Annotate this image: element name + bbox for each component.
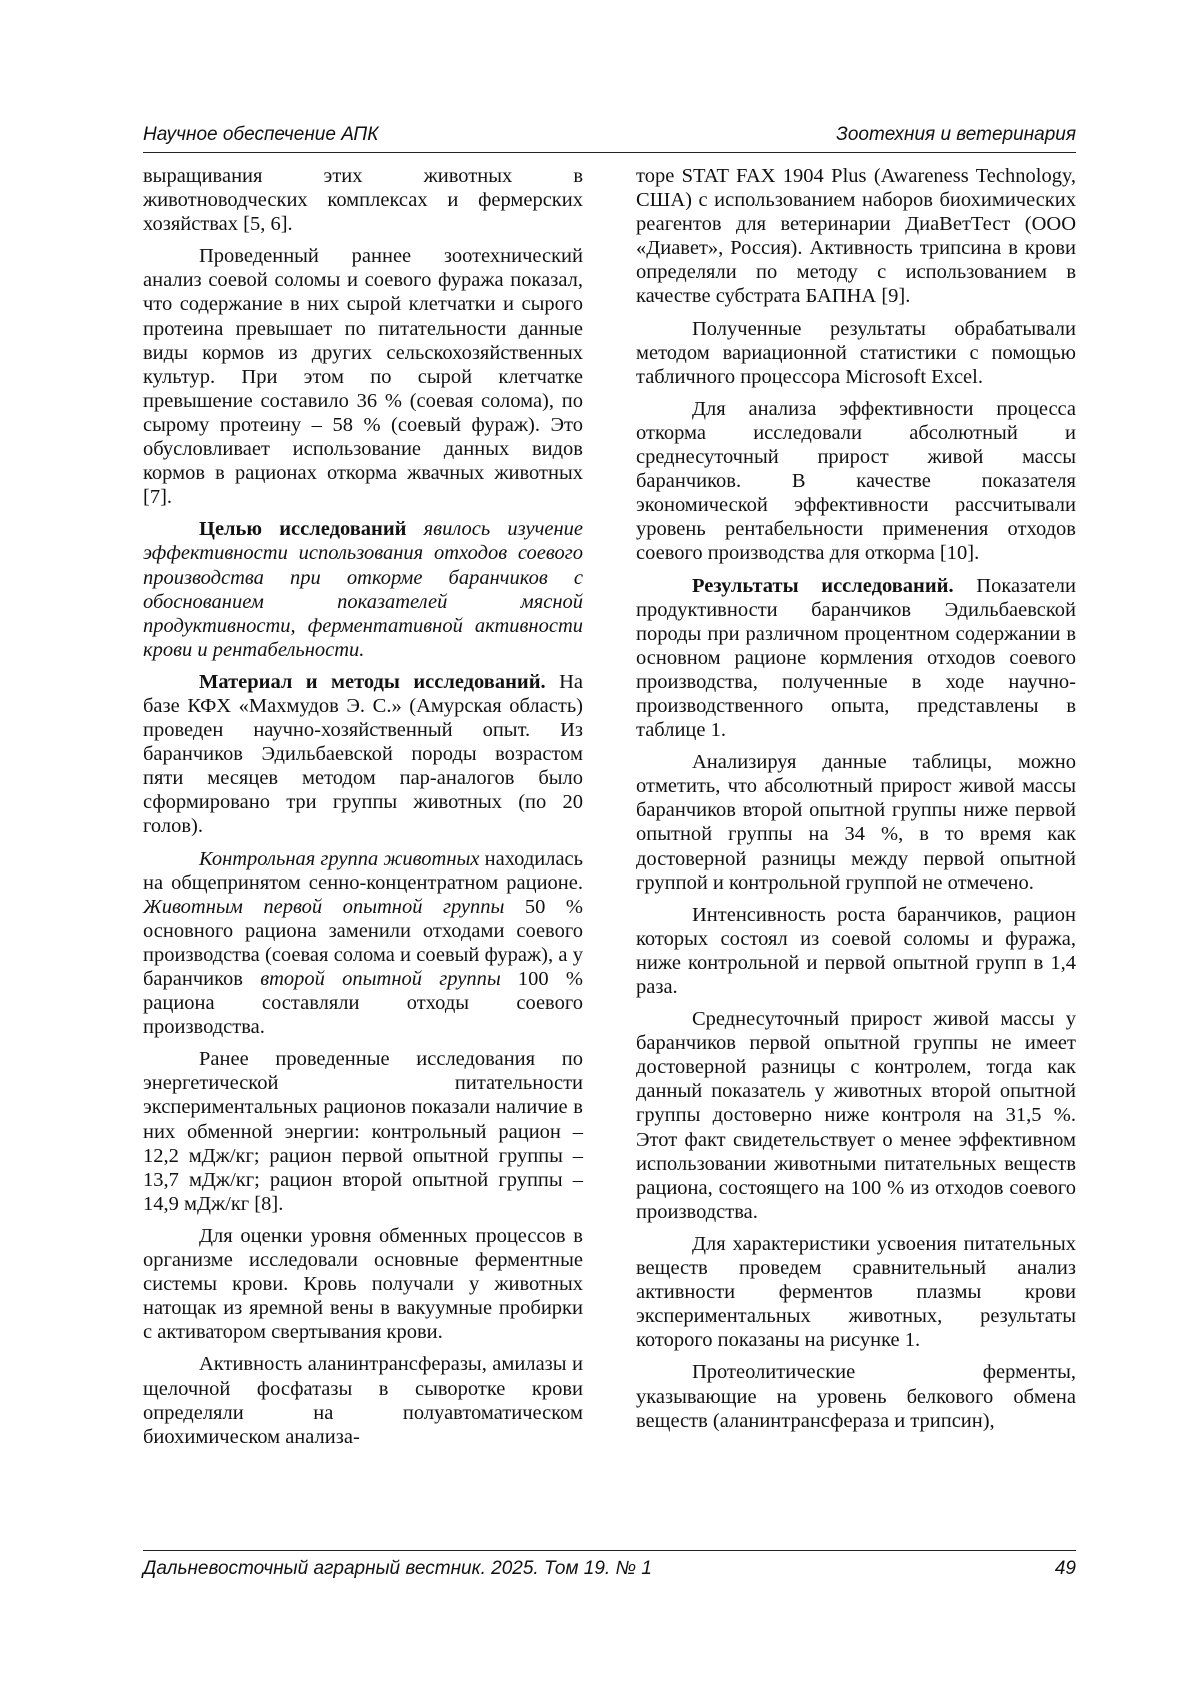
text-run: 50 % основного рациона заменили отходами соевого производства (соевая солома и соевый фураж), а у баранчиков [143,895,583,990]
paragraph: Интенсивность роста баранчиков, рацион которых состоял из соевой соломы и фуража, ниже контрольной и первой опытной групп в 1,4 раза. [636,903,1076,998]
paragraph: Для характеристики усвоения питательных веществ проведем сравнительный анализ активности ферментов плазмы крови экспериментальных животных, результаты которого показаны на рисунке 1. [636,1232,1076,1352]
aim-heading: Целью исследований [199,518,407,541]
aim-text: явилось изучение эффективности использования отходов соевого производства при откорме баранчиков с обоснованием показателей мясной продуктивности, ферментативной активности крови и рентабельности. [143,518,583,661]
methods-text: На базе КФХ «Махмудов Э. С.» (Амурская область) проведен научно-хозяйственный опыт. Из баранчиков Эдильбаевской породы возрастом пяти месяцев методом пар-аналогов было сформировано три группы животных (по 20 голов). [143,670,584,838]
running-header [143,124,1076,153]
text-run: 100 % рациона составляли отходы соевого производства. [143,968,583,1039]
control-group-term: Контрольная группа животных [199,847,480,870]
right-column [636,164,1076,1441]
header-rubric: Зоотехния и ветеринария [836,124,1076,145]
paragraph-results [636,574,1076,743]
paragraph: Для анализа эффективности процесса откорма исследовали абсолютный и среднесуточный прирост живой массы баранчиков. В качестве показателя экономической эффективности рассчитывали уровень рентабельности применения отходов соевого производства для откорма [10]. [636,397,1076,565]
footer-divider [143,1550,1076,1551]
page-number: 49 [1054,1558,1076,1579]
paragraph: Активность аланинтрансферазы, амилазы и щелочной фосфатазы в сыворотке крови определяли на полуавтоматическом биохимическом анализа- [143,1353,583,1448]
paragraph: Проведенный раннее зоотехнический анализ соевой соломы и соевого фуража показал, что содержание в них сырой клетчатки и сырого протеина превышает по питательности данные виды кормов из других сельскохозяйственных культур. При этом по сырой клетчатке превышение составило 36 % (соевая солома), по сырому протеину – 58 % (соевый фураж). Это обусловливает использование данных видов кормов в рационах откорма жвачных животных [7]. [143,245,583,509]
paragraph: Среднесуточный прирост живой массы у баранчиков первой опытной группы не имеет достоверной разницы с контролем, тогда как данный показатель у животных второй опытной группы достоверно ниже контроля на 31,5 %. Этот факт свидетельствует о менее эффективном использовании животными питательных веществ рациона, состоящего на 100 % из отходов соевого производства. [636,1008,1076,1223]
first-group-term: Животным первой опытной группы [143,895,505,918]
left-column [143,164,583,1457]
results-text: Показатели продуктивности баранчиков Эдильбаевской породы при различном процентном содержании в основном рационе кормления отходов соевого производства, полученные в ходе научно-производственного опыта, представлены в таблице 1. [636,574,1077,742]
paragraph: Ранее проведенные исследования по энергетической питательности экспериментальных рационов показали наличие в них обменной энергии: контрольный рацион – 12,2 мДж/кг; рацион первой опытной группы – 13,7 мДж/кг; рацион второй опытной группы – 14,9 мДж/кг [8]. [143,1048,583,1215]
running-footer [143,1558,1076,1586]
journal-citation: Дальневосточный аграрный вестник. 2025. Том 19. № 1 [143,1558,652,1579]
header-section-title: Научное обеспечение АПК [143,124,379,145]
paragraph: Для оценки уровня обменных процессов в организме исследовали основные ферментные системы крови. Кровь получали у животных натощак из яремной вены в вакуумные пробирки с активатором свертывания крови. [143,1224,583,1344]
second-group-term: второй опытной группы [260,968,501,990]
paragraph: торе STAT FAX 1904 Plus (Awareness Technology, США) с использованием наборов биохимических реагентов для ветеринарии ДиаВетТест (ООО «Диавет», Россия). Активность трипсина в крови определяли по методу с использованием в качестве субстрата БАПНА [9]. [636,165,1076,308]
paragraph: Анализируя данные таблицы, можно отметить, что абсолютный прирост живой массы баранчиков второй опытной группы ниже первой опытной группы на 34 %, в то время как достоверной разницы между первой опытной группой и контрольной группой не отмечено. [636,751,1076,894]
paragraph: Полученные результаты обрабатывали методом вариационной статистики с помощью табличного процессора Microsoft Excel. [636,317,1076,388]
paragraph-groups [143,847,583,1040]
results-heading: Результаты исследований. [692,574,954,597]
text-run: находилась на общепринятом сенно-концентратном рационе. [143,847,584,894]
paragraph: выращивания этих животных в животноводческих комплексах и фермерских хозяйствах [5, 6]. [143,165,583,236]
paragraph: Протеолитические ферменты, указывающие на уровень белкового обмена веществ (аланинтрансфераза и трипсин), [636,1361,1076,1432]
paragraph-aim [143,517,583,662]
paragraph-methods [143,670,583,839]
methods-heading: Материал и методы исследований. [199,670,546,693]
